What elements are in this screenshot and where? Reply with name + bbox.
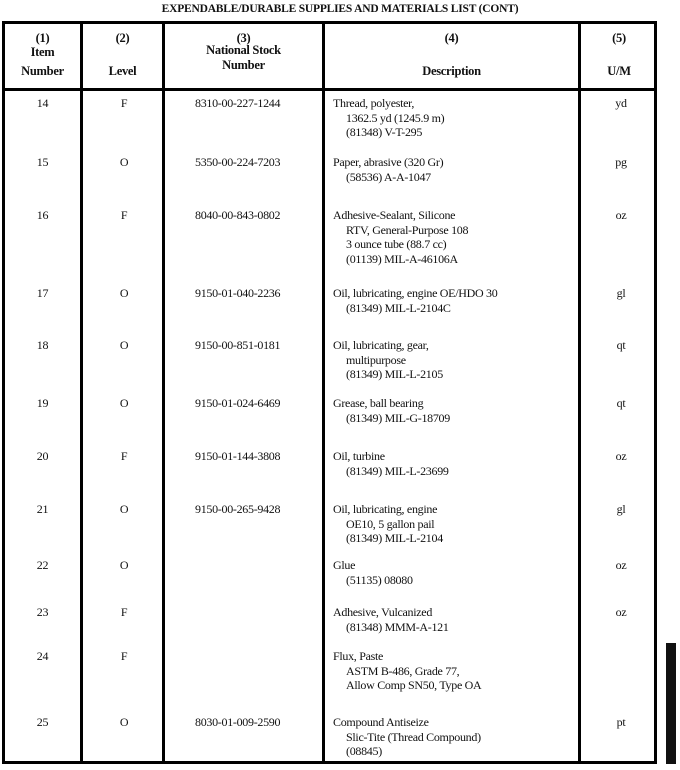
description-detail: (81349) MIL-G-18709	[346, 410, 450, 425]
unit-of-measure: qt	[616, 396, 626, 410]
national-stock-number: 9150-01-024-6469	[195, 396, 281, 410]
unit-of-measure: oz	[615, 208, 627, 222]
national-stock-number: 9150-00-265-9428	[195, 502, 281, 516]
unit-of-measure: pt	[616, 715, 626, 729]
page-title: EXPENDABLE/DURABLE SUPPLIES AND MATERIALS LIST (CONT)	[161, 3, 519, 15]
item-number: 25	[36, 715, 49, 729]
description	[333, 96, 581, 140]
description-detail: 3 ounce tube (88.7 cc)	[346, 237, 447, 251]
description-detail: multipurpose	[346, 352, 406, 367]
description-detail: (58536) A-A-1047	[346, 169, 431, 184]
description-detail: (81348) MMM-A-121	[346, 619, 449, 634]
unit-of-measure: pg	[615, 155, 627, 169]
description	[333, 338, 581, 382]
level: O	[119, 558, 129, 572]
header-num: (5)	[612, 31, 626, 45]
description-title: Oil, lubricating, gear,	[333, 338, 429, 352]
header-line2: U/M	[607, 64, 631, 78]
level: O	[119, 502, 129, 516]
description	[333, 208, 581, 266]
description	[333, 715, 581, 759]
item-number: 23	[36, 605, 49, 619]
description-title: Thread, polyester,	[333, 96, 415, 110]
item-number: 16	[36, 208, 49, 222]
unit-of-measure: oz	[615, 449, 627, 463]
description-title: Oil, lubricating, engine OE/HDO 30	[333, 286, 498, 300]
header-description	[325, 24, 578, 88]
description-detail: Slic-Tite (Thread Compound)	[346, 729, 481, 744]
description-title: Compound Antiseize	[333, 715, 429, 729]
item-number: 18	[36, 338, 49, 352]
level: O	[119, 396, 129, 410]
description-title: Grease, ball bearing	[333, 396, 424, 410]
description-detail: (81348) V-T-295	[346, 125, 423, 139]
description	[333, 449, 581, 478]
description-title: Flux, Paste	[333, 649, 384, 663]
header-um	[581, 24, 657, 88]
item-number: 17	[36, 286, 49, 300]
description-detail: (81349) MIL-L-2104	[346, 531, 443, 545]
description	[333, 502, 581, 546]
column-divider	[322, 24, 325, 761]
supplies-table	[2, 21, 657, 764]
level: F	[120, 449, 128, 463]
level: O	[119, 155, 129, 169]
description-detail: (81349) MIL-L-2105	[346, 367, 443, 381]
item-number: 22	[36, 558, 49, 572]
item-number: 24	[36, 649, 49, 663]
header-line2: Description	[422, 64, 481, 78]
level: F	[120, 649, 128, 663]
national-stock-number: 8310-00-227-1244	[195, 96, 281, 110]
change-bar	[666, 643, 676, 764]
description-detail: (51135) 08080	[346, 572, 413, 587]
unit-of-measure: yd	[615, 96, 627, 110]
description-detail: (81349) MIL-L-23699	[346, 463, 449, 478]
header-line2: Level	[108, 64, 137, 78]
level: O	[119, 286, 129, 300]
header-divider	[5, 88, 654, 91]
description-title: Adhesive-Sealant, Silicone	[333, 208, 456, 222]
item-number: 21	[36, 502, 49, 516]
header-line2: Number	[21, 64, 64, 78]
unit-of-measure: oz	[615, 605, 627, 619]
header-item-number	[5, 24, 80, 88]
description	[333, 558, 581, 587]
level: O	[119, 338, 129, 352]
header-nsn	[165, 24, 322, 88]
description	[333, 286, 581, 315]
unit-of-measure: gl	[616, 502, 626, 516]
national-stock-number: 8030-01-009-2590	[195, 715, 281, 729]
national-stock-number: 8040-00-843-0802	[195, 208, 281, 222]
header-num: (3)	[236, 31, 251, 45]
unit-of-measure: gl	[616, 286, 626, 300]
unit-of-measure: oz	[615, 558, 627, 572]
item-number: 15	[36, 155, 49, 169]
item-number: 20	[36, 449, 49, 463]
description-title: Adhesive, Vulcanized	[333, 605, 433, 619]
description-detail: OE10, 5 gallon pail	[346, 516, 435, 531]
description-detail: ASTM B-486, Grade 77,	[346, 663, 460, 678]
description	[333, 155, 581, 184]
item-number: 14	[36, 96, 49, 110]
description-detail: (08845)	[346, 744, 382, 758]
header-line1: Item	[30, 45, 55, 59]
header-line1: National Stock	[206, 43, 281, 57]
description	[333, 605, 581, 634]
unit-of-measure: qt	[616, 338, 626, 352]
national-stock-number: 5350-00-224-7203	[195, 155, 281, 169]
national-stock-number: 9150-01-040-2236	[195, 286, 281, 300]
header-level	[83, 24, 162, 88]
description-detail: Allow Comp SN50, Type OA	[346, 678, 482, 692]
description	[333, 396, 581, 425]
national-stock-number: 9150-00-851-0181	[195, 338, 281, 352]
description-title: Glue	[333, 558, 356, 572]
description-title: Oil, lubricating, engine	[333, 502, 438, 516]
header-num: (4)	[444, 31, 459, 45]
header-num: (1)	[35, 31, 50, 45]
header-num: (2)	[115, 31, 130, 45]
description-detail: RTV, General-Purpose 108	[346, 222, 469, 237]
description-title: Oil, turbine	[333, 449, 385, 463]
description-detail: 1362.5 yd (1245.9 m)	[346, 110, 445, 125]
description-detail: (01139) MIL-A-46106A	[346, 251, 458, 266]
description-detail: (81349) MIL-L-2104C	[346, 300, 451, 315]
item-number: 19	[36, 396, 49, 410]
level: F	[120, 96, 128, 110]
header-line2: Number	[222, 58, 265, 72]
level: O	[119, 715, 129, 729]
description	[333, 649, 581, 693]
national-stock-number: 9150-01-144-3808	[195, 449, 281, 463]
level: F	[120, 605, 128, 619]
description-title: Paper, abrasive (320 Gr)	[333, 155, 444, 169]
level: F	[120, 208, 128, 222]
